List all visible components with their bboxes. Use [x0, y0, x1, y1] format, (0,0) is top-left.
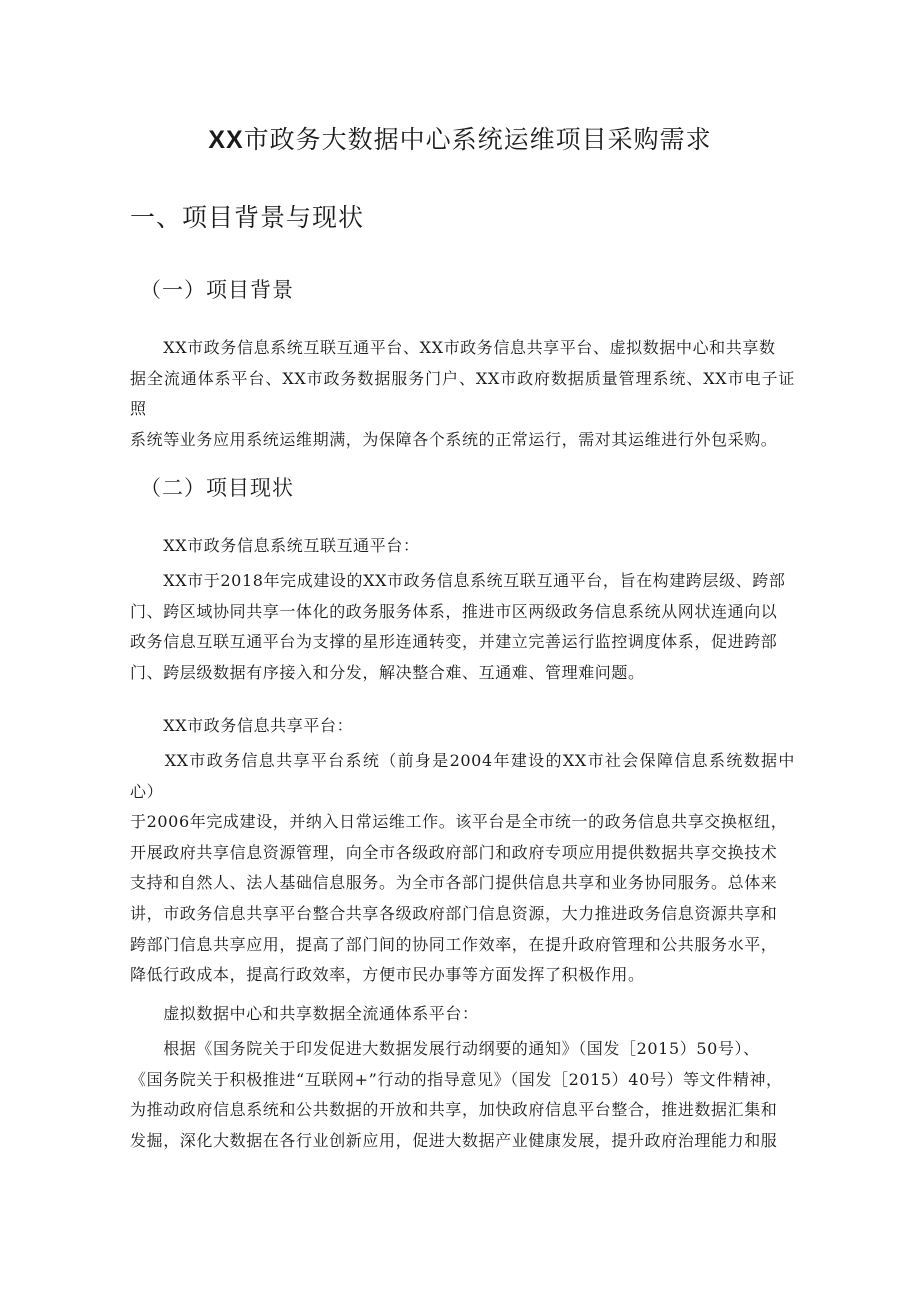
- document-title-text: 市政务大数据中心系统运维项目采购需求: [243, 125, 712, 154]
- section-heading-background-and-status: 一、项目背景与现状: [130, 203, 365, 232]
- subsection-heading-status: （二）项目现状: [140, 476, 294, 500]
- subsection-heading-background: （一）项目背景: [140, 278, 294, 302]
- document-title: [0, 120, 920, 156]
- document-title-prefix: XX: [208, 126, 244, 154]
- background-paragraph: XX市政务信息系统互联互通平台、XX市政务信息共享平台、虚拟数据中心和共享数 据全流通体系平台、XX市政务数据服务门户、XX市政府数据质量管理系统、XX市电子证照 系统等业务应用系统运维期满，为保障各个系统的正常运行，需对其运维进行外包采购。: [130, 338, 795, 449]
- status-item-desc-sharing-platform: XX市政务信息共享平台系统（前身是2004年建设的XX市社会保障信息系统数据中心） 于2006年完成建设，并纳入日常运维工作。该平台是全市统一的政务信息共享交换枢纽， 开展政府共享信息资源管理，向全市各级政府部门和政府专项应用提供数据共享交换技术 支持和自然人、法人基础信息服务。为全市各部门提供信息共享和业务协同服务。总体来 讲，市政务信息共享平台整合共享各级政府部门信息资源，大力推进政务信息资源共享和 跨部门信息共享应用，提高了部门间的协同工作效率，在提升政府管理和公共服务水平， 降低行政成本，提高行政效率，方便市民办事等方面发挥了积极作用。: [130, 751, 795, 985]
- status-item-desc-interconnect-platform: XX市于2018年完成建设的XX市政务信息系统互联互通平台，旨在构建跨层级、跨部 门、跨区域协同共享一体化的政务服务体系，推进市区两级政务信息系统从网状连通向以 政务信息互联互通平台为支撑的星形连通转变，并建立完善运行监控调度体系，促进跨部 门、跨层级数据有序接入和分发，解决整合难、互通难、管理难问题。: [130, 571, 786, 682]
- status-item-label-virtual-data-center: 虚拟数据中心和共享数据全流通体系平台：: [130, 1004, 479, 1023]
- status-item-desc-virtual-data-center: 根据《国务院关于印发促进大数据发展行动纲要的通知》（国发［2015）50号）、 《国务院关于积极推进“互联网+”行动的指导意见》（国发［2015）40号）等文件精神， 为推动政府信息系统和公共数据的开放和共享，加快政府信息平台整合，推进数据汇集和 发掘，深化大数据在各行业创新应用，促进大数据产业健康发展，提升政府治理能力和服: [130, 1039, 783, 1150]
- status-item-label-interconnect-platform: XX市政务信息系统互联互通平台：: [130, 536, 420, 555]
- status-item-label-sharing-platform: XX市政务信息共享平台：: [130, 716, 354, 735]
